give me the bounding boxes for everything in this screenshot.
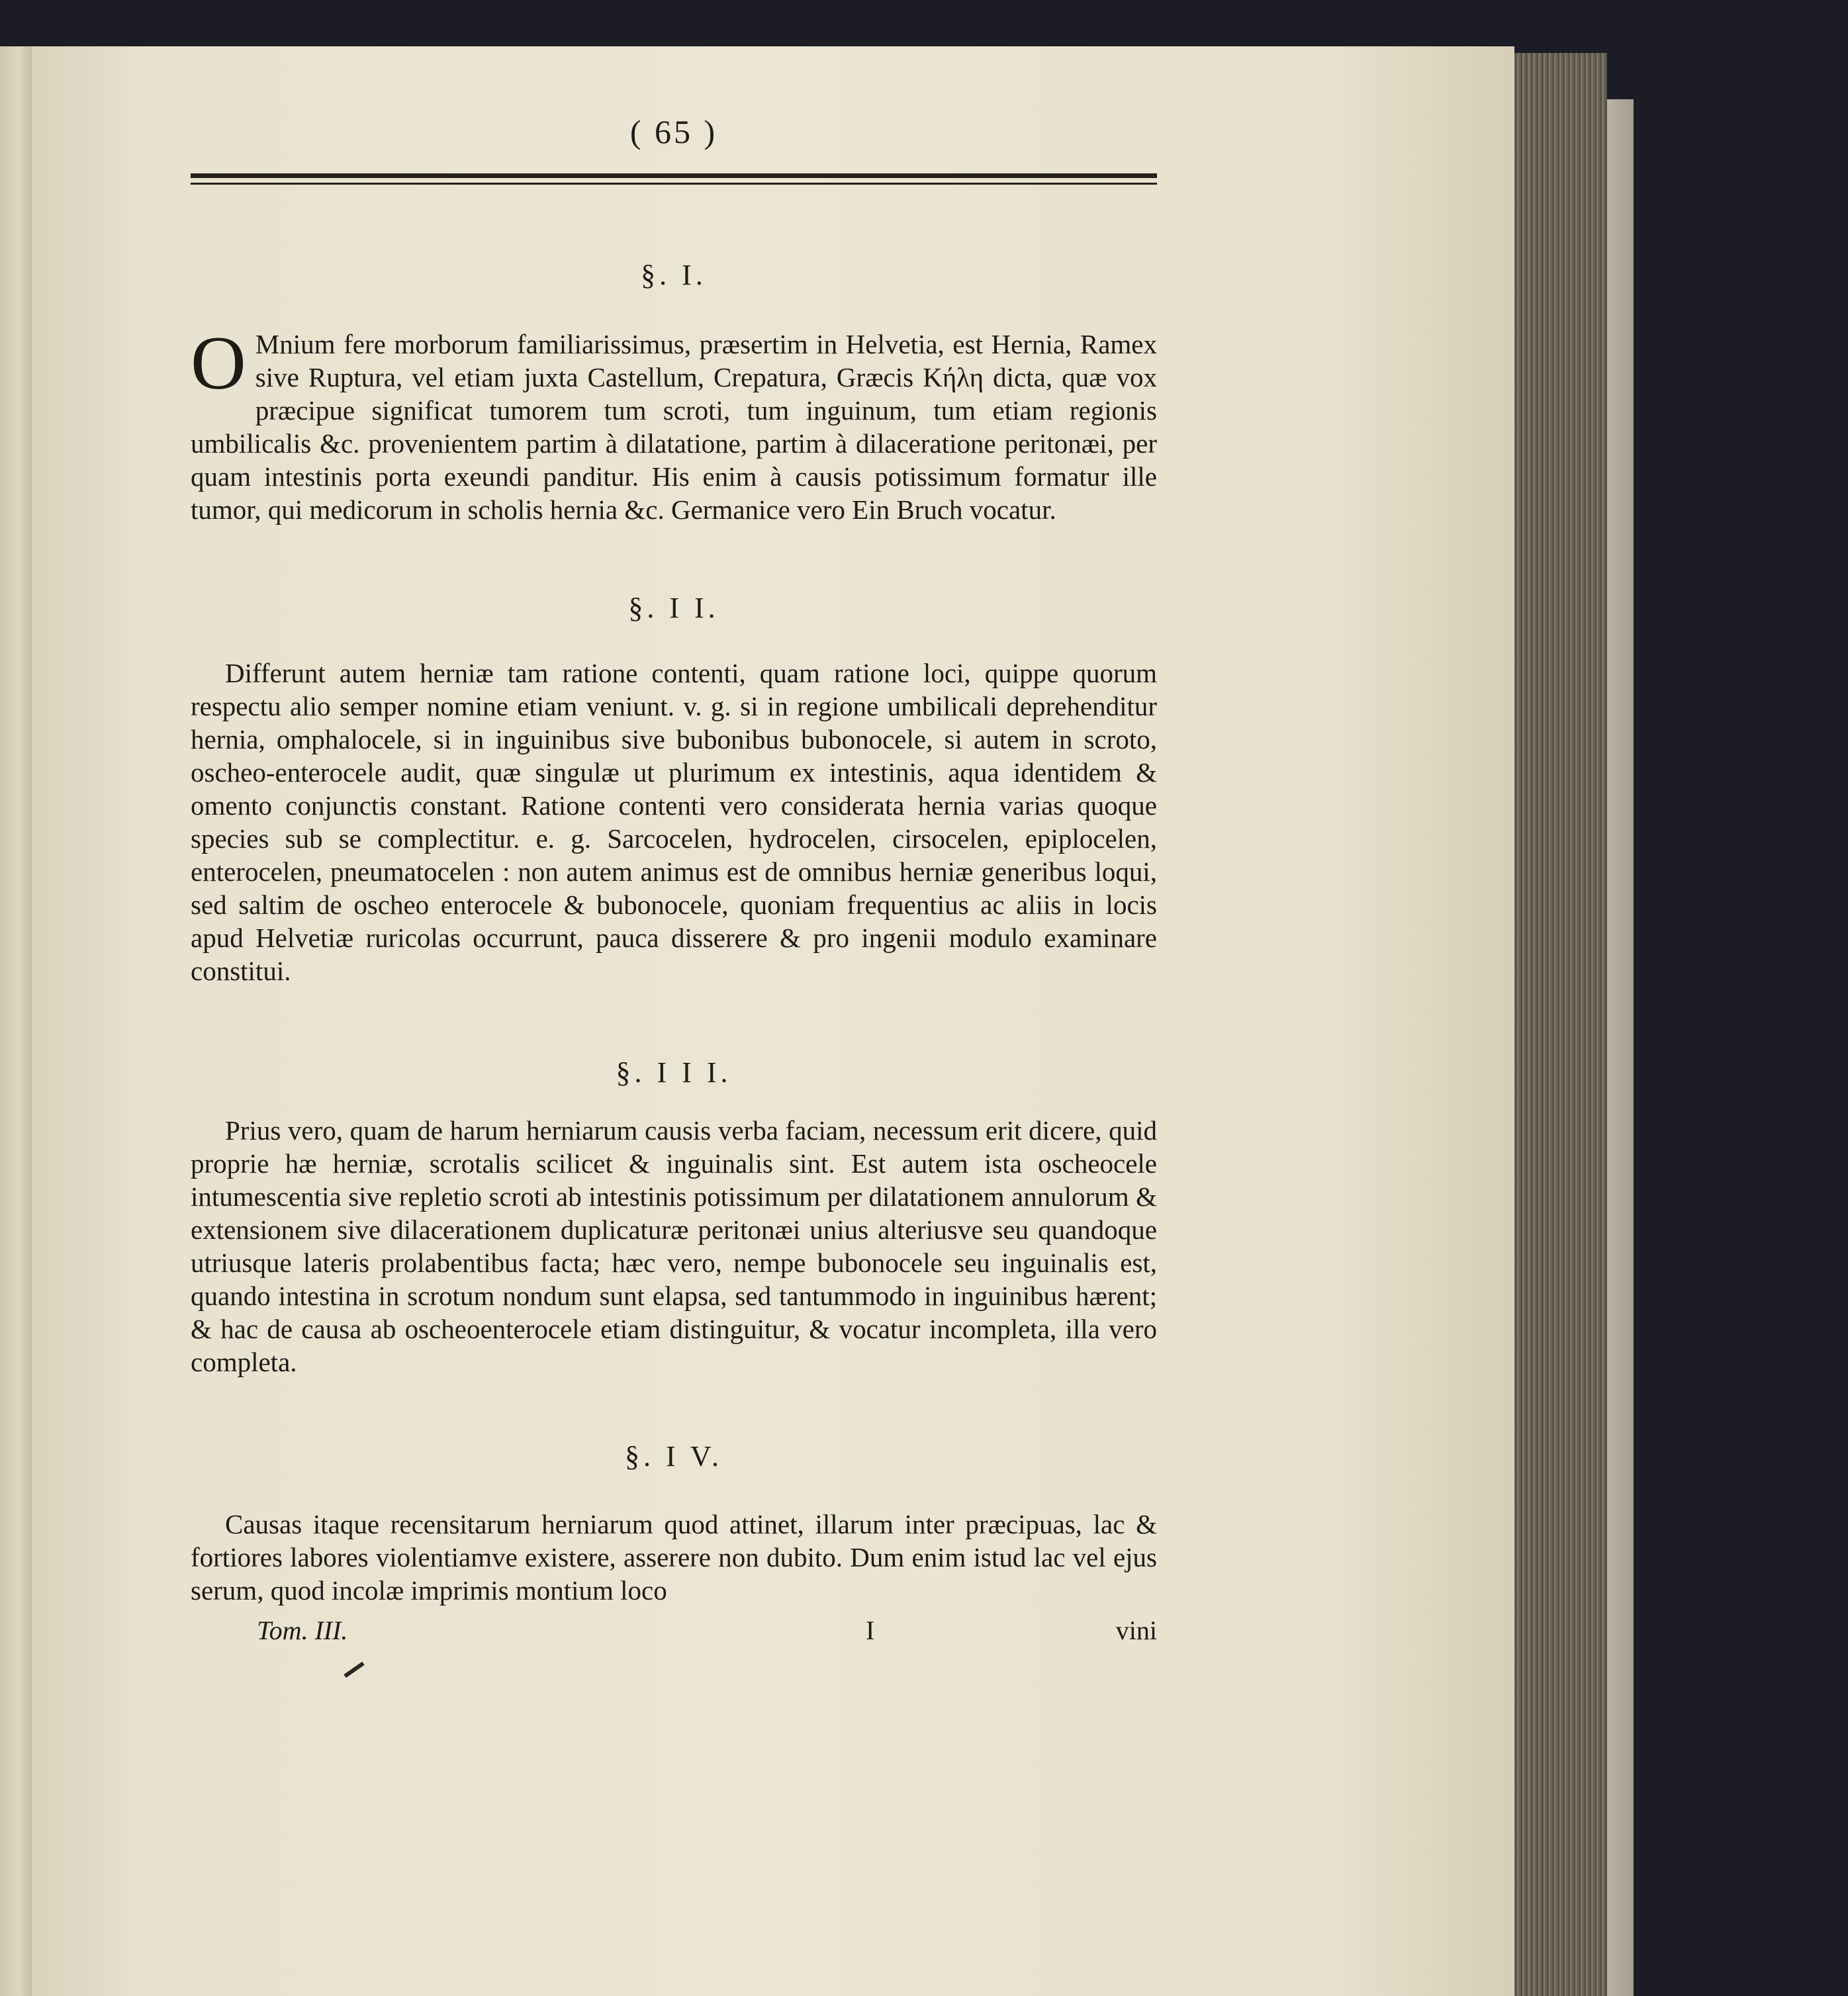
section-heading-4: §. I V. [625, 1440, 723, 1473]
section-text-2: Differunt autem herniæ tam ratione contenti, quam ratione loci, quippe quorum respectu alio semper nomine etiam veniunt. v. g. si in regione umbilicali deprehenditur hernia, omphalocele, si in inguinibus sive bubonibus bubonocele, si autem in scroto, oscheo-enterocele audit, quæ singulæ ut plurimum ex intestinis, aqua identidem & omento conjunctis constant. Ratione contenti vero considerata hernia varias quoque species sub se complectitur. e. g. Sarcocelen, hydrocelen, cirsocelen, epiplocelen, enterocelen, pneumatocelen : non autem animus est de omnibus herniæ generibus loqui, sed saltim de oscheo enterocele & bubonocele, quoniam frequentius ac aliis in locis apud Helvetiæ ruricolas occurrunt, pauca disserere & pro ingenii modulo examinare constitui. [191, 658, 1157, 986]
catchword: vini [1115, 1615, 1157, 1645]
facing-page-edge [0, 46, 32, 1996]
signature-mark: I [866, 1615, 875, 1645]
header-rule-thick [191, 173, 1157, 178]
section-text-3: Prius vero, quam de harum herniarum causis verba faciam, necessum erit dicere, quid proprie hæ herniæ, scrotalis scilicet & inguinalis sint. Est autem ista oscheocele intumescentia sive repletio scroti ab intestinis potissimum per dilatationem annulorum & extensionem sive dilacerationem duplicaturæ peritonæi unius alteriusve seu quandoque utriusque lateris prolabentibus facta; hæc vero, nempe bubonocele seu inguinalis est, quando intestina in scrotum nondum sunt elapsa, sed tantummodo in inguinibus hærent; & hac de causa ab oscheoenterocele etiam distinguitur, & vocatur incompleta, illa vero completa. [191, 1115, 1157, 1377]
section-text-1 [191, 321, 1157, 526]
section-heading-2: §. I I. [628, 592, 719, 624]
page-number: ( 65 ) [629, 113, 718, 150]
section-heading-1: §. I. [641, 259, 707, 291]
section-text-4: Causas itaque recensitarum herniarum quod attinet, illarum inter præcipuas, lac & fortiores labores violentiamve existere, asserere non dubito. Dum enim istud lac vel ejus serum, quod incolæ imprimis montium loco [191, 1509, 1157, 1606]
book-cover-edge [1607, 99, 1634, 1996]
drop-cap: O [191, 321, 246, 406]
page-block-edge [1514, 53, 1607, 1996]
volume-label: Tom. III. [257, 1615, 348, 1645]
section-body-1: Mnium fere morborum familiarissimus, præsertim in Helvetia, est Hernia, Ramex sive Ruptura, vel etiam juxta Castellum, Crepatura, Græcis Κήλη dicta, quæ vox præcipue significat tumorem tum scroti, tum inguinum, tum etiam regionis umbilicalis &c. provenientem partim à dilatatione, partim à dilaceratione peritonæi, per quam intestinis porta exeundi panditur. His enim à causis potissimum formatur ille tumor, qui medicorum in scholis hernia &c. Germanice vero Ein Bruch vocatur. [191, 329, 1157, 525]
section-heading-3: §. I I I. [616, 1056, 732, 1089]
header-rule-thin [191, 183, 1157, 185]
